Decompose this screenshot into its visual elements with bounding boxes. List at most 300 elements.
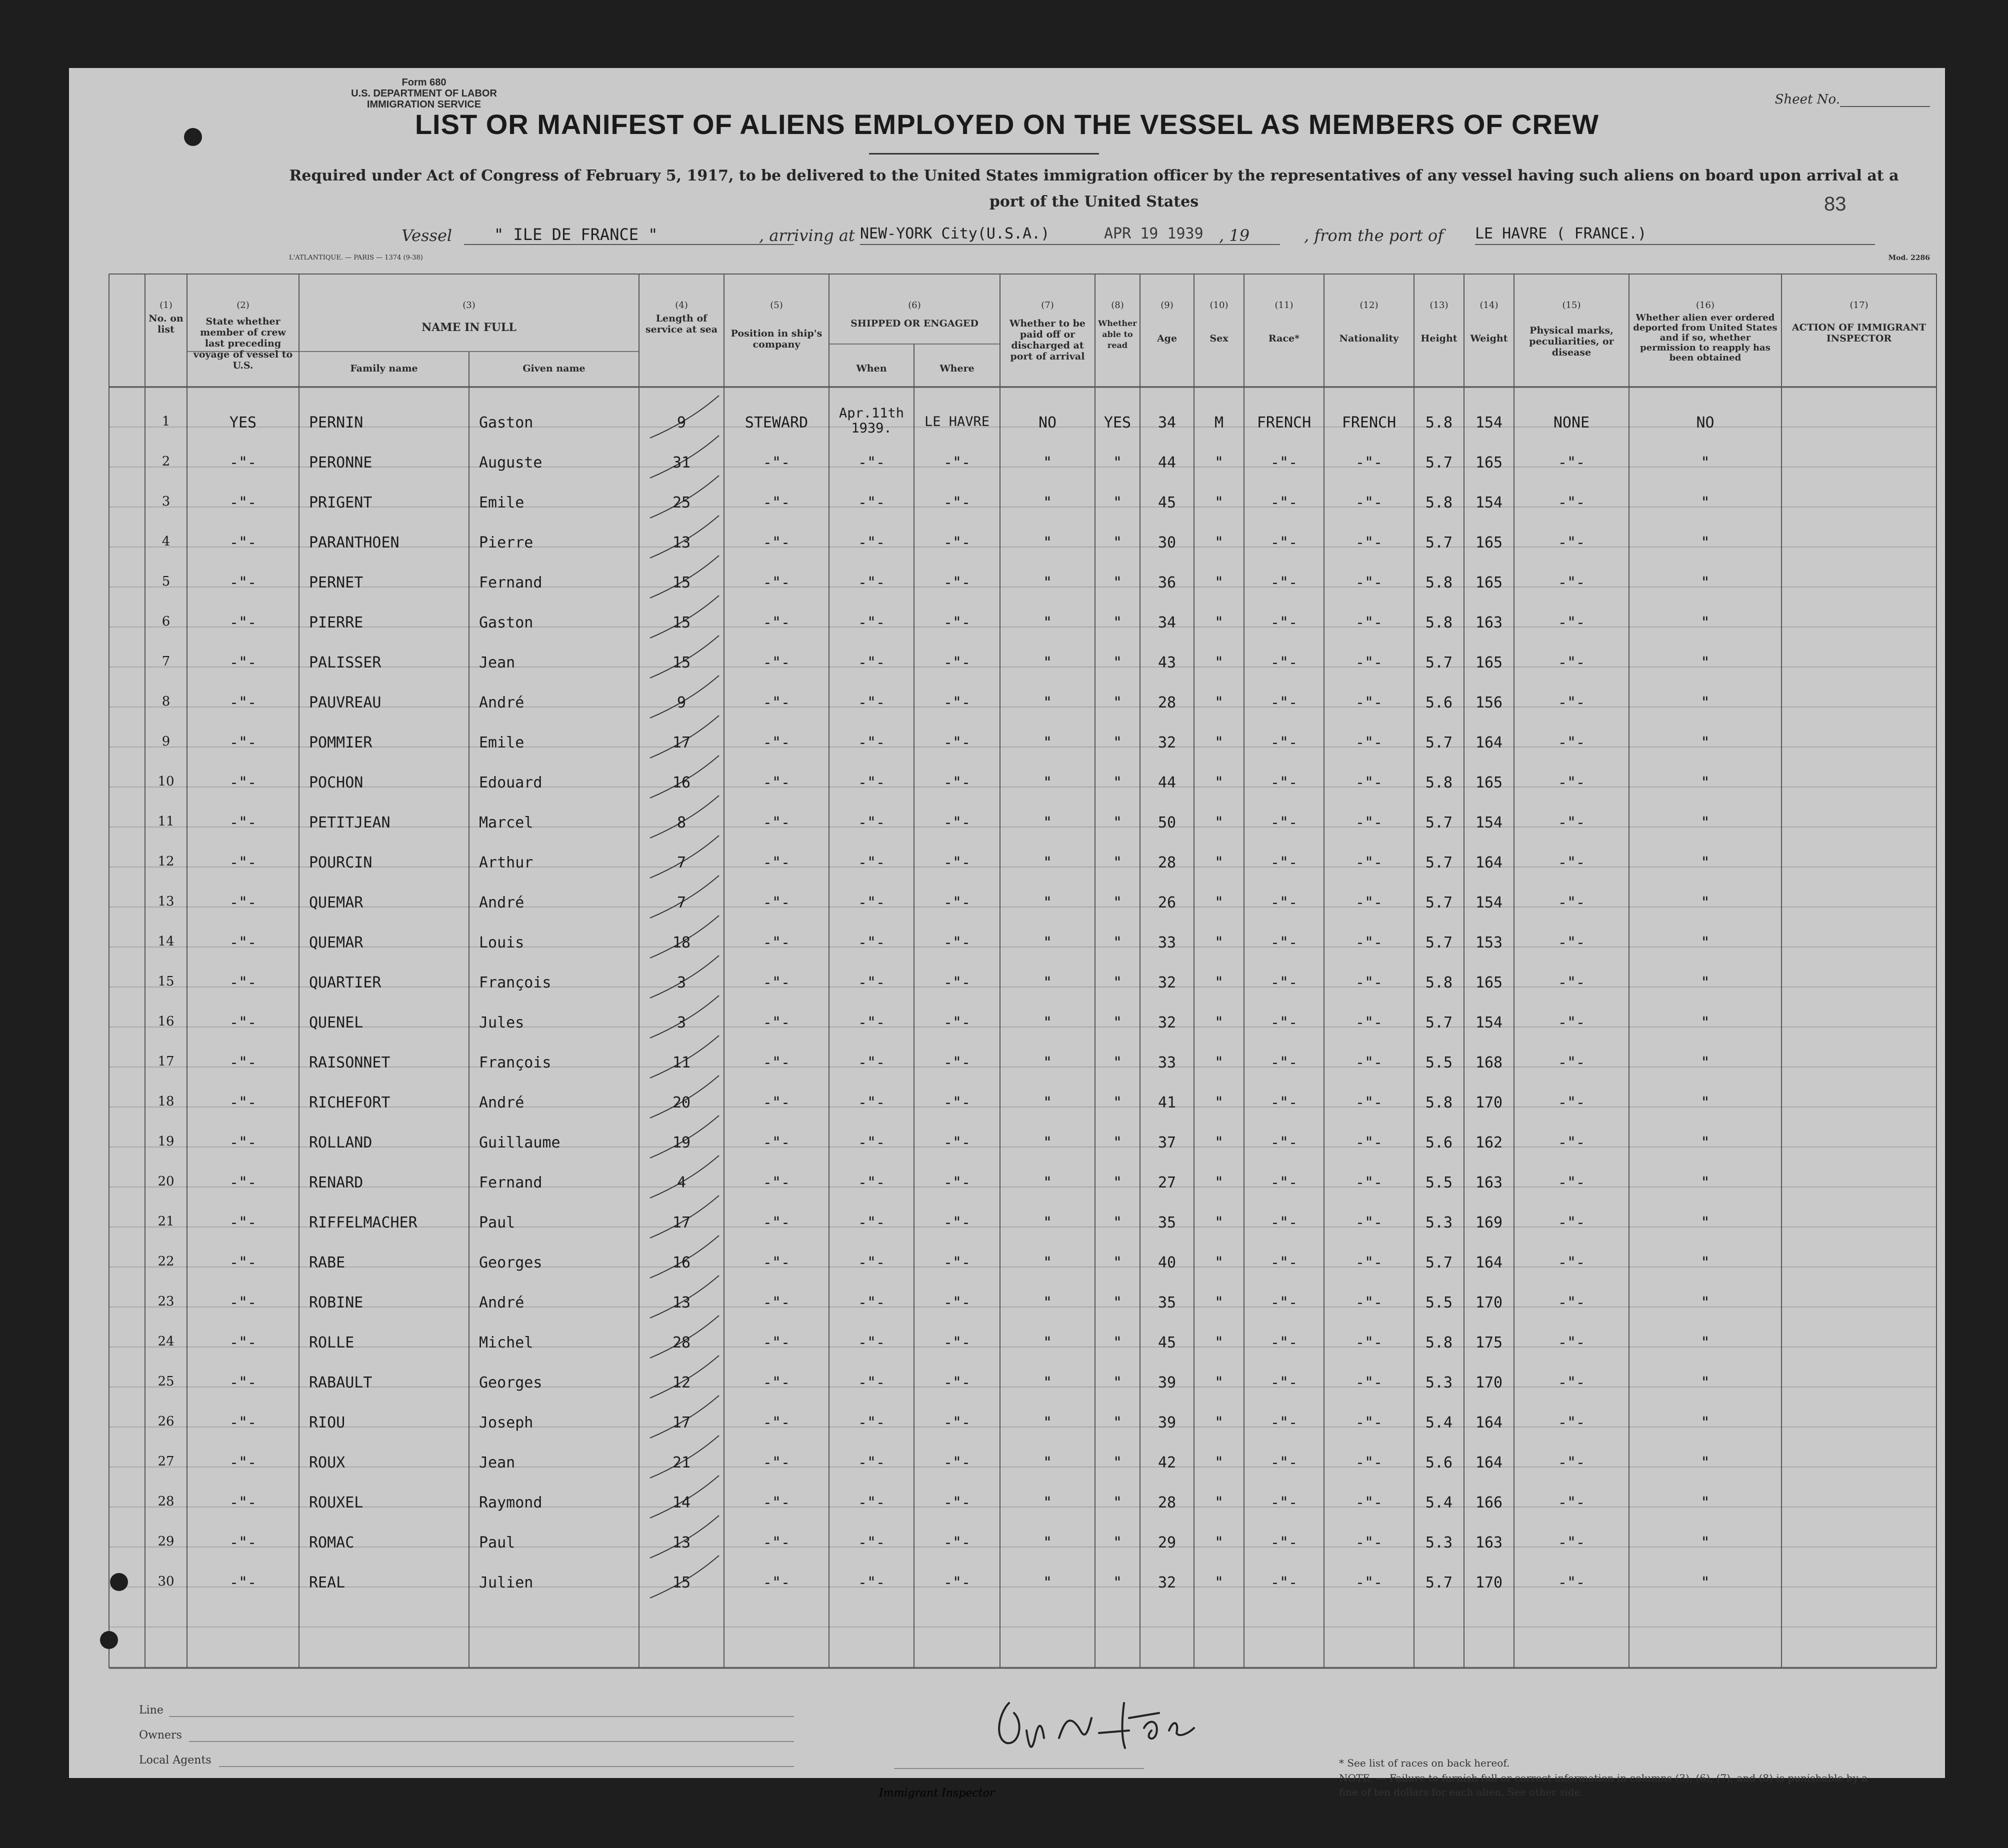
cell-nationality: -"- (1355, 1094, 1383, 1112)
cell-nationality: -"- (1355, 494, 1383, 512)
cell-row-number: 5 (162, 574, 170, 589)
cell-family-name: ROMAC (309, 1534, 354, 1552)
cell-nationality: -"- (1355, 1054, 1383, 1072)
cell-given-name: Louis (479, 934, 524, 952)
header-col9-num: (9) (1160, 300, 1174, 310)
cell-given-name: Paul (479, 1214, 516, 1232)
cell-physical-marks: -"- (1558, 1254, 1586, 1272)
cell-position: -"- (762, 614, 790, 632)
cell-height: 5.3 (1425, 1534, 1453, 1552)
cell-age: 30 (1158, 534, 1176, 552)
sheet-number-handwritten: 83 (1824, 193, 1846, 215)
cell-paid-off: " (1042, 654, 1052, 672)
year-label: , 19 (1219, 226, 1250, 245)
cell-able-to-read: " (1112, 1174, 1122, 1192)
arrival-date-stamp: APR 19 1939 (1104, 225, 1204, 242)
cell-age: 32 (1158, 1574, 1176, 1592)
cell-age: 36 (1158, 574, 1176, 592)
cell-deported: " (1700, 1414, 1710, 1432)
cell-length-of-service: 20 (672, 1094, 691, 1112)
from-label: , from the port of (1304, 226, 1444, 245)
cell-family-name: QUARTIER (309, 974, 382, 992)
header-col13-num: (13) (1430, 300, 1448, 310)
cell-shipped-where: -"- (943, 1494, 971, 1512)
cell-shipped-where: LE HAVRE (924, 414, 990, 430)
cell-physical-marks: -"- (1558, 1054, 1586, 1072)
cell-sex: " (1214, 854, 1224, 872)
cell-previous-voyage: -"- (229, 614, 257, 632)
cell-shipped-when: -"- (858, 894, 886, 912)
cell-shipped-where: -"- (943, 1334, 971, 1352)
cell-previous-voyage: -"- (229, 774, 257, 792)
cell-sex: " (1214, 1134, 1224, 1152)
cell-able-to-read: " (1112, 694, 1122, 712)
cell-given-name: André (479, 894, 524, 912)
cell-sex: " (1214, 934, 1224, 952)
cell-height: 5.8 (1425, 414, 1453, 432)
cell-weight: 154 (1475, 894, 1503, 912)
cell-race: -"- (1270, 454, 1298, 472)
table-row (69, 923, 1945, 963)
cell-weight: 170 (1475, 1374, 1503, 1392)
cell-shipped-when: -"- (858, 1134, 886, 1152)
cell-shipped-when: -"- (858, 1294, 886, 1312)
page-title: LIST OR MANIFEST OF ALIENS EMPLOYED ON THE VESSEL AS MEMBERS OF CREW (414, 108, 1600, 140)
cell-sex: " (1214, 654, 1224, 672)
cell-row-number: 22 (158, 1254, 174, 1269)
form-info-line: Form 680 (402, 77, 446, 88)
cell-given-name: Marcel (479, 814, 534, 832)
cell-height: 5.5 (1425, 1174, 1453, 1192)
cell-given-name: Michel (479, 1334, 534, 1352)
cell-length-of-service: 14 (672, 1494, 691, 1512)
cell-weight: 164 (1475, 734, 1503, 752)
cell-previous-voyage: -"- (229, 1014, 257, 1032)
cell-weight: 170 (1475, 1094, 1503, 1112)
cell-position: -"- (762, 894, 790, 912)
cell-height: 5.7 (1425, 934, 1453, 952)
cell-height: 5.7 (1425, 734, 1453, 752)
cell-paid-off: " (1042, 854, 1052, 872)
cell-race: -"- (1270, 654, 1298, 672)
cell-physical-marks: -"- (1558, 1174, 1586, 1192)
cell-nationality: -"- (1355, 614, 1383, 632)
cell-race: -"- (1270, 534, 1298, 552)
cell-previous-voyage: -"- (229, 1534, 257, 1552)
cell-length-of-service: 25 (672, 494, 691, 512)
table-row (69, 843, 1945, 883)
cell-shipped-when: -"- (858, 774, 886, 792)
cell-nationality: -"- (1355, 1214, 1383, 1232)
cell-sex: " (1214, 1174, 1224, 1192)
cell-shipped-when: -"- (858, 494, 886, 512)
cell-shipped-when: -"- (858, 1574, 886, 1592)
cell-age: 34 (1158, 614, 1176, 632)
cell-age: 28 (1158, 854, 1176, 872)
cell-able-to-read: " (1112, 1334, 1122, 1352)
cell-weight: 165 (1475, 534, 1503, 552)
cell-deported: " (1700, 1494, 1710, 1512)
cell-age: 50 (1158, 814, 1176, 832)
cell-age: 41 (1158, 1094, 1176, 1112)
cell-sex: " (1214, 1294, 1224, 1312)
cell-family-name: PARANTHOEN (309, 534, 400, 552)
cell-nationality: FRENCH (1342, 414, 1396, 432)
cell-position: -"- (762, 734, 790, 752)
cell-shipped-where: -"- (943, 494, 971, 512)
cell-shipped-when: -"- (858, 1454, 886, 1472)
arriving-label: , arriving at (759, 226, 855, 245)
cell-height: 5.7 (1425, 1574, 1453, 1592)
cell-previous-voyage: -"- (229, 894, 257, 912)
cell-row-number: 8 (162, 694, 170, 709)
cell-deported: " (1700, 454, 1710, 472)
cell-height: 5.5 (1425, 1294, 1453, 1312)
cell-nationality: -"- (1355, 1174, 1383, 1192)
cell-given-name: Auguste (479, 454, 542, 472)
cell-race: -"- (1270, 1134, 1298, 1152)
cell-nationality: -"- (1355, 774, 1383, 792)
cell-row-number: 25 (158, 1374, 174, 1389)
table-row (69, 603, 1945, 643)
cell-able-to-read: " (1112, 1054, 1122, 1072)
cell-paid-off: " (1042, 774, 1052, 792)
cell-nationality: -"- (1355, 1414, 1383, 1432)
cell-able-to-read: " (1112, 1574, 1122, 1592)
cell-race: -"- (1270, 1294, 1298, 1312)
cell-sex: " (1214, 1494, 1224, 1512)
cell-shipped-when: -"- (858, 1214, 886, 1232)
cell-family-name: ROBINE (309, 1294, 364, 1312)
cell-nationality: -"- (1355, 1014, 1383, 1032)
cell-length-of-service: 7 (676, 854, 686, 872)
cell-paid-off: " (1042, 1054, 1052, 1072)
cell-length-of-service: 8 (676, 814, 686, 832)
cell-previous-voyage: -"- (229, 1214, 257, 1232)
cell-physical-marks: -"- (1558, 1294, 1586, 1312)
cell-paid-off: " (1042, 814, 1052, 832)
cell-given-name: François (479, 1054, 552, 1072)
cell-physical-marks: -"- (1558, 454, 1586, 472)
cell-previous-voyage: -"- (229, 1294, 257, 1312)
cell-deported: " (1700, 1334, 1710, 1352)
cell-sex: " (1214, 774, 1224, 792)
cell-sex: " (1214, 734, 1224, 752)
cell-family-name: PERNET (309, 574, 364, 592)
inspector-signature (979, 1683, 1239, 1768)
header-shipped-or-engaged: SHIPPED OR ENGAGED (850, 318, 978, 329)
cell-race: -"- (1270, 1014, 1298, 1032)
cell-previous-voyage: -"- (229, 1134, 257, 1152)
cell-previous-voyage: -"- (229, 734, 257, 752)
cell-deported: " (1700, 1574, 1710, 1592)
header-given-name: Given name (522, 363, 586, 374)
cell-length-of-service: 11 (672, 1054, 691, 1072)
header-col2-num: (2) (236, 300, 250, 310)
cell-height: 5.6 (1425, 694, 1453, 712)
cell-race: -"- (1270, 694, 1298, 712)
cell-height: 5.8 (1425, 494, 1453, 512)
cell-able-to-read: " (1112, 734, 1122, 752)
cell-age: 35 (1158, 1214, 1176, 1232)
cell-length-of-service: 21 (672, 1454, 691, 1472)
cell-shipped-where: -"- (943, 734, 971, 752)
cell-physical-marks: -"- (1558, 574, 1586, 592)
cell-race: -"- (1270, 814, 1298, 832)
cell-race: -"- (1270, 1574, 1298, 1592)
cell-physical-marks: -"- (1558, 1134, 1586, 1152)
cell-weight: 169 (1475, 1214, 1503, 1232)
cell-nationality: -"- (1355, 1254, 1383, 1272)
cell-age: 33 (1158, 934, 1176, 952)
cell-position: -"- (762, 854, 790, 872)
cell-able-to-read: " (1112, 1294, 1122, 1312)
cell-paid-off: " (1042, 894, 1052, 912)
cell-given-name: Edouard (479, 774, 542, 792)
cell-length-of-service: 4 (676, 1174, 686, 1192)
cell-row-number: 13 (158, 894, 174, 909)
cell-sex: " (1214, 1054, 1224, 1072)
header-family-name: Family name (350, 363, 418, 374)
cell-position: -"- (762, 1534, 790, 1552)
cell-weight: 170 (1475, 1294, 1503, 1312)
cell-given-name: Joseph (479, 1414, 534, 1432)
cell-nationality: -"- (1355, 974, 1383, 992)
cell-position: -"- (762, 774, 790, 792)
cell-age: 27 (1158, 1174, 1176, 1192)
cell-row-number: 11 (158, 814, 174, 829)
cell-sex: " (1214, 1214, 1224, 1232)
cell-nationality: -"- (1355, 534, 1383, 552)
cell-physical-marks: -"- (1558, 1334, 1586, 1352)
cell-family-name: ROLLE (309, 1334, 354, 1352)
cell-row-number: 21 (158, 1214, 174, 1229)
cell-deported: NO (1696, 414, 1714, 432)
cell-deported: " (1700, 814, 1710, 832)
cell-length-of-service: 15 (672, 654, 691, 672)
manifest-footer (69, 1668, 1945, 1800)
cell-position: -"- (762, 454, 790, 472)
cell-height: 5.7 (1425, 1254, 1453, 1272)
header-inspector-action: ACTION OF IMMIGRANT INSPECTOR (1792, 322, 1926, 344)
cell-nationality: -"- (1355, 1334, 1383, 1352)
cell-height: 5.7 (1425, 1014, 1453, 1032)
cell-given-name: Jean (479, 654, 516, 672)
header-col4-num: (4) (675, 300, 688, 310)
table-row (69, 1003, 1945, 1043)
cell-length-of-service: 17 (672, 1214, 691, 1232)
cell-weight: 154 (1475, 814, 1503, 832)
cell-shipped-when: -"- (858, 1374, 886, 1392)
cell-row-number: 20 (158, 1174, 174, 1189)
cell-physical-marks: -"- (1558, 1454, 1586, 1472)
cell-position: -"- (762, 1094, 790, 1112)
header-age: Age (1156, 333, 1178, 344)
cell-height: 5.3 (1425, 1214, 1453, 1232)
cell-paid-off: " (1042, 1494, 1052, 1512)
cell-family-name: QUENEL (309, 1014, 364, 1032)
cell-physical-marks: -"- (1558, 1414, 1586, 1432)
header-name-in-full: NAME IN FULL (422, 321, 516, 334)
cell-nationality: -"- (1355, 694, 1383, 712)
header-paid-off: Whether to be paid off or discharged at port of arrival (1010, 318, 1086, 362)
cell-given-name: André (479, 1294, 524, 1312)
cell-race: -"- (1270, 1454, 1298, 1472)
cell-height: 5.4 (1425, 1494, 1453, 1512)
table-row (69, 643, 1945, 683)
table-row (69, 763, 1945, 803)
cell-row-number: 19 (158, 1134, 174, 1149)
cell-paid-off: " (1042, 494, 1052, 512)
cell-able-to-read: " (1112, 1534, 1122, 1552)
line-label: Line (139, 1704, 164, 1716)
cell-family-name: RIOU (309, 1414, 346, 1432)
cell-height: 5.7 (1425, 454, 1453, 472)
cell-row-number: 4 (162, 534, 170, 549)
cell-length-of-service: 16 (672, 1254, 691, 1272)
cell-shipped-where: -"- (943, 1134, 971, 1152)
cell-position: -"- (762, 1214, 790, 1232)
cell-row-number: 2 (162, 454, 170, 469)
cell-shipped-where: -"- (943, 934, 971, 952)
cell-age: 45 (1158, 494, 1176, 512)
cell-sex: " (1214, 694, 1224, 712)
cell-weight: 164 (1475, 1414, 1503, 1432)
cell-shipped-when: -"- (858, 1094, 886, 1112)
cell-deported: " (1700, 494, 1710, 512)
cell-shipped-where: -"- (943, 694, 971, 712)
cell-age: 34 (1158, 414, 1176, 432)
cell-family-name: PERONNE (309, 454, 372, 472)
cell-given-name: François (479, 974, 552, 992)
cell-family-name: ROUXEL (309, 1494, 364, 1512)
cell-given-name: Georges (479, 1254, 542, 1272)
cell-given-name: André (479, 1094, 524, 1112)
cell-physical-marks: NONE (1553, 414, 1590, 432)
table-row (69, 963, 1945, 1003)
cell-nationality: -"- (1355, 574, 1383, 592)
cell-length-of-service: 15 (672, 614, 691, 632)
cell-shipped-where: -"- (943, 1294, 971, 1312)
cell-position: -"- (762, 694, 790, 712)
cell-nationality: -"- (1355, 814, 1383, 832)
cell-shipped-when: -"- (858, 1174, 886, 1192)
table-row (69, 723, 1945, 763)
cell-weight: 170 (1475, 1574, 1503, 1592)
line-rule (169, 1716, 794, 1717)
cell-shipped-when: -"- (858, 454, 886, 472)
cell-race: -"- (1270, 854, 1298, 872)
header-col6-num: (6) (908, 300, 921, 310)
cell-paid-off: " (1042, 1534, 1052, 1552)
cell-given-name: Julien (479, 1574, 534, 1592)
cell-race: -"- (1270, 934, 1298, 952)
cell-given-name: André (479, 694, 524, 712)
header-col5-num: (5) (770, 300, 783, 310)
cell-nationality: -"- (1355, 1494, 1383, 1512)
cell-sex: " (1214, 1254, 1224, 1272)
cell-family-name: QUEMAR (309, 894, 364, 912)
cell-paid-off: " (1042, 574, 1052, 592)
cell-deported: " (1700, 614, 1710, 632)
cell-nationality: -"- (1355, 734, 1383, 752)
table-row (69, 523, 1945, 563)
cell-race: -"- (1270, 1254, 1298, 1272)
cell-able-to-read: " (1112, 614, 1122, 632)
cell-sex: " (1214, 1374, 1224, 1392)
header-able-to-read: Whether able to read (1098, 318, 1137, 350)
cell-row-number: 15 (158, 974, 174, 989)
cell-physical-marks: -"- (1558, 694, 1586, 712)
header-where: Where (940, 363, 974, 374)
cell-paid-off: " (1042, 1134, 1052, 1152)
cell-row-number: 28 (158, 1494, 174, 1509)
cell-paid-off: " (1042, 1214, 1052, 1232)
table-row (69, 1563, 1945, 1603)
cell-family-name: PETITJEAN (309, 814, 390, 832)
cell-row-number: 17 (158, 1054, 174, 1069)
table-row (69, 1523, 1945, 1563)
cell-able-to-read: " (1112, 1214, 1122, 1232)
cell-paid-off: " (1042, 1254, 1052, 1272)
cell-weight: 165 (1475, 974, 1503, 992)
cell-row-number: 10 (158, 774, 174, 789)
departure-port: LE HAVRE ( FRANCE.) (1475, 225, 1647, 242)
cell-race: -"- (1270, 494, 1298, 512)
cell-position: -"- (762, 1294, 790, 1312)
cell-row-number: 23 (158, 1294, 174, 1309)
cell-sex: " (1214, 614, 1224, 632)
header-col11-num: (11) (1274, 300, 1294, 310)
cell-family-name: PAUVREAU (309, 694, 382, 712)
cell-length-of-service: 3 (676, 1014, 686, 1032)
cell-able-to-read: " (1112, 454, 1122, 472)
cell-row-number: 12 (158, 854, 174, 869)
cell-age: 37 (1158, 1134, 1176, 1152)
table-row (69, 1323, 1945, 1363)
cell-able-to-read: " (1112, 1414, 1122, 1432)
cell-physical-marks: -"- (1558, 1534, 1586, 1552)
cell-position: -"- (762, 1134, 790, 1152)
cell-position: -"- (762, 1414, 790, 1432)
cell-physical-marks: -"- (1558, 854, 1586, 872)
header-position: Position in ship's company (730, 328, 822, 350)
cell-length-of-service: 15 (672, 574, 691, 592)
cell-age: 39 (1158, 1414, 1176, 1432)
table-row (69, 403, 1945, 443)
cell-physical-marks: -"- (1558, 814, 1586, 832)
cell-paid-off: " (1042, 1294, 1052, 1312)
cell-family-name: ROLLAND (309, 1134, 372, 1152)
cell-position: -"- (762, 934, 790, 952)
cell-height: 5.7 (1425, 894, 1453, 912)
cell-able-to-read: " (1112, 534, 1122, 552)
cell-paid-off: " (1042, 734, 1052, 752)
cell-given-name: Fernand (479, 1174, 542, 1192)
cell-height: 5.8 (1425, 1094, 1453, 1112)
cell-sex: " (1214, 1534, 1224, 1552)
cell-length-of-service: 13 (672, 1294, 691, 1312)
table-row (69, 1403, 1945, 1443)
table-row (69, 1043, 1945, 1083)
cell-shipped-when: -"- (858, 934, 886, 952)
cell-family-name: RENARD (309, 1174, 364, 1192)
cell-age: 35 (1158, 1294, 1176, 1312)
cell-able-to-read: " (1112, 1454, 1122, 1472)
cell-paid-off: " (1042, 1414, 1052, 1432)
cell-paid-off: " (1042, 1334, 1052, 1352)
cell-deported: " (1700, 1214, 1710, 1232)
